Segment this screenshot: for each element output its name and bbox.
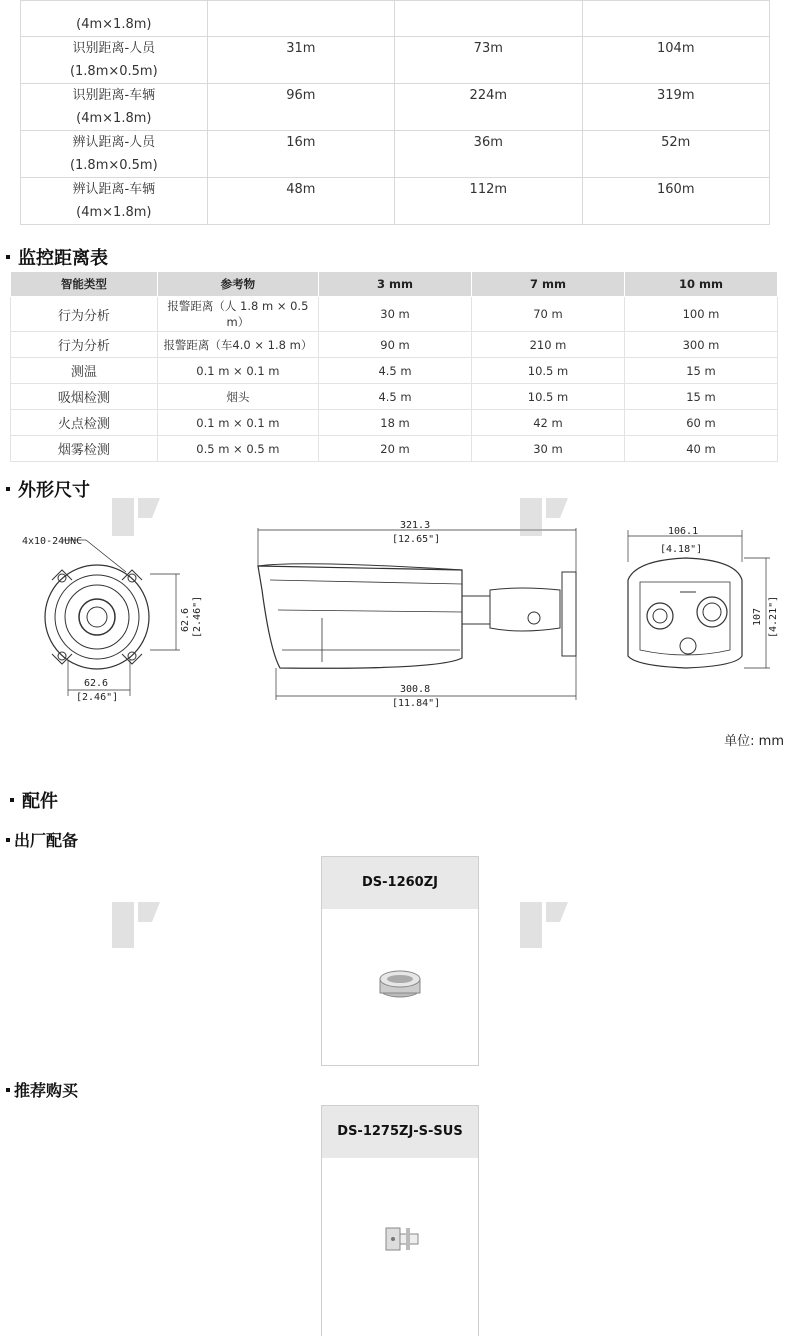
table-row: [11, 384, 778, 410]
side-length-inch: [12.65"]: [392, 534, 441, 545]
table-cell: 报警距离（车4.0 × 1.8 m）: [157, 332, 318, 358]
table-row: [11, 410, 778, 436]
table-cell: 42 m: [472, 410, 625, 436]
watermark-logo: [112, 892, 272, 956]
detection-label: 辨认距离-车辆: [72, 182, 156, 197]
dimensions-title-text: 外形尺寸: [18, 480, 90, 501]
standard-accessory-title: [6, 828, 78, 851]
table-cell: 15 m: [624, 384, 777, 410]
watermark-logo-icon: [112, 892, 272, 952]
detection-size: (4m×1.8m): [76, 205, 152, 220]
front-height-inch: [2.46"]: [192, 595, 203, 638]
watermark-logo: [112, 488, 272, 542]
column-header: 7 mm: [472, 272, 625, 297]
watermark-logo: [520, 892, 680, 956]
screw-label: 4x10-24UNC: [22, 536, 83, 547]
table-cell: 15 m: [624, 358, 777, 384]
detection-label: 辨认距离-人员: [72, 135, 156, 150]
detection-label-cell: [21, 37, 208, 84]
detection-value: 160m: [582, 178, 769, 225]
rear-height-inch: [4.21"]: [768, 595, 779, 638]
bullet-icon: [6, 487, 10, 491]
table-cell: 行为分析: [11, 332, 158, 358]
monitor-title-text: 监控距离表: [18, 248, 108, 269]
table-cell: 30 m: [319, 297, 472, 332]
detection-size: (4m×1.8m): [76, 17, 152, 32]
table-cell: 0.1 m × 0.1 m: [157, 358, 318, 384]
table-cell: 吸烟检测: [11, 384, 158, 410]
table-cell: 30 m: [472, 436, 625, 462]
table-cell: 40 m: [624, 436, 777, 462]
column-header: 参考物: [157, 272, 318, 297]
detection-value: 16m: [207, 131, 394, 178]
table-cell: 70 m: [472, 297, 625, 332]
rear-height-value: 107: [752, 607, 763, 626]
front-height-value: 62.6: [180, 607, 191, 632]
table-cell: 18 m: [319, 410, 472, 436]
accessory-card-recommended[interactable]: [321, 1105, 479, 1336]
detection-distance-table: [20, 0, 770, 225]
table-cell: 4.5 m: [319, 384, 472, 410]
detection-value: [582, 1, 769, 37]
detection-size: (4m×1.8m): [76, 111, 152, 126]
watermark-logo-icon: [520, 488, 680, 538]
monitor-section-title: [6, 244, 108, 270]
standard-title-text: 出厂配备: [14, 831, 79, 850]
detection-label: 识别距离-车辆: [72, 88, 156, 103]
accessory-model-name: DS-1260ZJ: [322, 857, 478, 909]
detection-label-cell: [21, 1, 208, 37]
table-cell: 0.1 m × 0.1 m: [157, 410, 318, 436]
detection-label-cell: [21, 131, 208, 178]
table-row: [11, 297, 778, 332]
detection-value: [207, 1, 394, 37]
table-cell: 210 m: [472, 332, 625, 358]
detection-row: [21, 178, 770, 225]
side-length-value: 321.3: [400, 520, 431, 531]
accessory-card-standard[interactable]: [321, 856, 479, 1066]
watermark-logo-icon: [520, 892, 680, 952]
bullet-icon: [6, 255, 10, 259]
detection-value: 112m: [395, 178, 582, 225]
junction-box-image: [322, 909, 478, 1059]
watermark-logo-icon: [112, 488, 272, 538]
detection-row: [21, 131, 770, 178]
table-cell: 10.5 m: [472, 384, 625, 410]
column-header: 智能类型: [11, 272, 158, 297]
table-cell: 0.5 m × 0.5 m: [157, 436, 318, 462]
rear-width-value: 106.1: [668, 526, 699, 537]
table-row: [11, 332, 778, 358]
column-header: 3 mm: [319, 272, 472, 297]
table-cell: 20 m: [319, 436, 472, 462]
table-row: [11, 436, 778, 462]
detection-size: (1.8m×0.5m): [69, 64, 158, 79]
accessories-title-text: 配件: [22, 791, 58, 812]
monitor-distance-table: [10, 271, 778, 462]
table-cell: 60 m: [624, 410, 777, 436]
front-width-inch: [2.46"]: [76, 692, 119, 703]
table-cell: 90 m: [319, 332, 472, 358]
table-cell: 4.5 m: [319, 358, 472, 384]
watermark-logo: [520, 488, 680, 542]
side-view-drawing: [258, 528, 576, 700]
detection-value: [395, 1, 582, 37]
detection-row: [21, 1, 770, 37]
bullet-icon: [6, 838, 10, 842]
detection-label-cell: [21, 84, 208, 131]
front-width-value: 62.6: [84, 678, 109, 689]
table-cell: 报警距离（人 1.8 m × 0.5 m）: [157, 297, 318, 332]
table-cell: 行为分析: [11, 297, 158, 332]
dimensions-section-title: [6, 476, 90, 502]
front-view-drawing: [45, 540, 180, 696]
accessories-section-title: [10, 787, 58, 813]
detection-value: 224m: [395, 84, 582, 131]
table-row: [11, 358, 778, 384]
column-header: 10 mm: [624, 272, 777, 297]
table-cell: 火点检测: [11, 410, 158, 436]
detection-label-cell: [21, 178, 208, 225]
detection-value: 96m: [207, 84, 394, 131]
detection-value: 48m: [207, 178, 394, 225]
detection-row: [21, 37, 770, 84]
bullet-icon: [6, 1088, 10, 1092]
bracket-image: [322, 1158, 478, 1328]
detection-value: 319m: [582, 84, 769, 131]
side-body-inch: [11.84"]: [392, 698, 441, 709]
recommended-accessory-title: [6, 1078, 78, 1101]
detection-value: 36m: [395, 131, 582, 178]
table-cell: 100 m: [624, 297, 777, 332]
table-cell: 烟头: [157, 384, 318, 410]
bullet-icon: [10, 798, 14, 802]
side-body-value: 300.8: [400, 684, 431, 695]
detection-row: [21, 84, 770, 131]
detection-value: 73m: [395, 37, 582, 84]
detection-value: 104m: [582, 37, 769, 84]
detection-value: 52m: [582, 131, 769, 178]
table-cell: 烟雾检测: [11, 436, 158, 462]
detection-value: 31m: [207, 37, 394, 84]
detection-size: (1.8m×0.5m): [69, 158, 158, 173]
table-cell: 10.5 m: [472, 358, 625, 384]
detection-label: 识别距离-人员: [72, 41, 156, 56]
table-cell: 300 m: [624, 332, 777, 358]
accessory-model-name: DS-1275ZJ-S-SUS: [322, 1106, 478, 1158]
unit-note: 单位: mm: [724, 734, 784, 749]
rear-width-inch: [4.18"]: [660, 544, 703, 555]
table-cell: 测温: [11, 358, 158, 384]
recommended-title-text: 推荐购买: [14, 1081, 79, 1100]
